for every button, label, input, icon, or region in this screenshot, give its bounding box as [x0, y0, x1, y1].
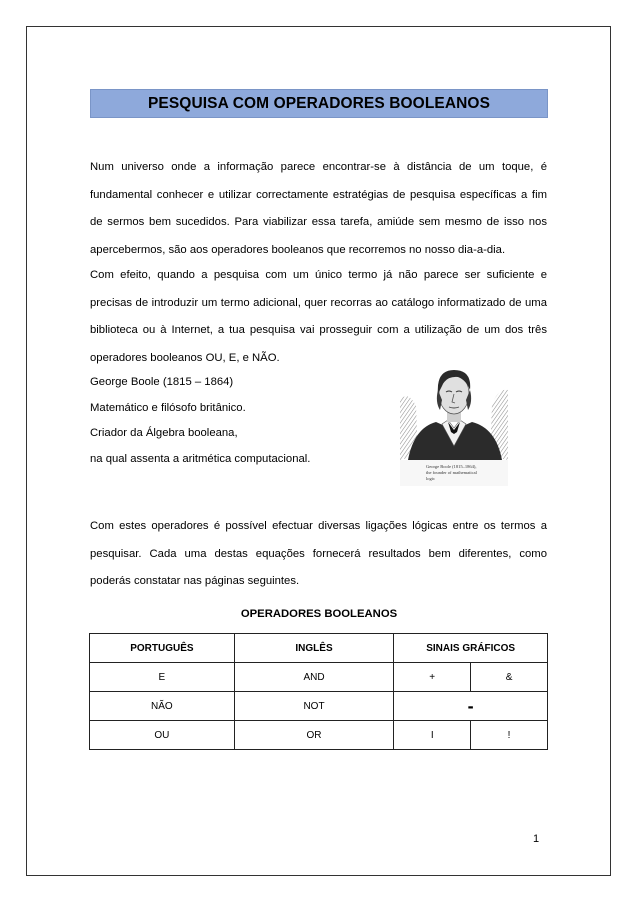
table-heading: OPERADORES BOOLEANOS: [240, 608, 398, 620]
title-banner: [90, 89, 548, 118]
cell-pt: OU: [90, 721, 235, 750]
second-paragraph: Com efeito, quando a pesquisa com um único termo já não parece ser suficiente e precisas de introduzir um termo adicional, quer recorras ao catálogo informatizado de uma biblioteca ou à Internet, a tua pesquisa vai prosseguir com a utilização de um dos três operadores booleanos OU, E, e NÃO.: [90, 269, 547, 364]
header-english: INGLÊS: [234, 634, 394, 663]
cell-sign: -: [394, 692, 548, 721]
cell-en: AND: [234, 663, 394, 692]
table-header-row: [90, 634, 548, 663]
boole-bio: [90, 370, 310, 472]
cell-en: NOT: [234, 692, 394, 721]
table-row: [90, 692, 548, 721]
portrait-caption: the founder of mathematical: [426, 470, 477, 475]
boole-bio-line: George Boole (1815 – 1864): [90, 376, 234, 388]
cell-pt: E: [90, 663, 235, 692]
page-title: PESQUISA COM OPERADORES BOOLEANOS: [147, 94, 491, 112]
boole-bio-line: Matemático e filósofo britânico.: [90, 401, 246, 414]
cell-sign: &: [471, 663, 548, 692]
page-number: 1: [533, 833, 540, 845]
portrait-caption: George Boole (1815–1864),: [426, 464, 477, 469]
cell-sign: +: [394, 663, 471, 692]
header-signs: SINAIS GRÁFICOS: [394, 634, 548, 663]
third-paragraph: Com estes operadores é possível efectuar diversas ligações lógicas entre os termos a pesquisar. Cada uma destas equações fornecerá resultados bem diferentes, como poderás constatar nas páginas seguintes.: [90, 520, 547, 587]
boole-bio-line: Criador da Álgebra booleana,: [90, 427, 238, 439]
operators-table: [89, 633, 548, 750]
cell-en: OR: [234, 721, 394, 750]
cell-pt: NÃO: [90, 692, 235, 721]
table-row: [90, 721, 548, 750]
cell-sign: !: [471, 721, 548, 750]
george-boole-portrait: [400, 360, 508, 486]
table-row: [90, 663, 548, 692]
portrait-caption: logic: [426, 476, 435, 481]
boole-bio-line: na qual assenta a aritmética computacional.: [90, 452, 311, 465]
cell-sign: I: [394, 721, 471, 750]
header-portuguese: PORTUGUÊS: [90, 634, 235, 663]
intro-paragraph: Num universo onde a informação parece encontrar-se à distância de um toque, é fundamental conhecer e utilizar correctamente estratégias de pesquisa específicas a fim de sermos bem sucedidos. Para viabilizar essa tarefa, amiúde sem mesmo de isso nos apercebermos, são aos operadores booleanos que recorremos no nosso dia-a-dia.: [90, 161, 547, 256]
